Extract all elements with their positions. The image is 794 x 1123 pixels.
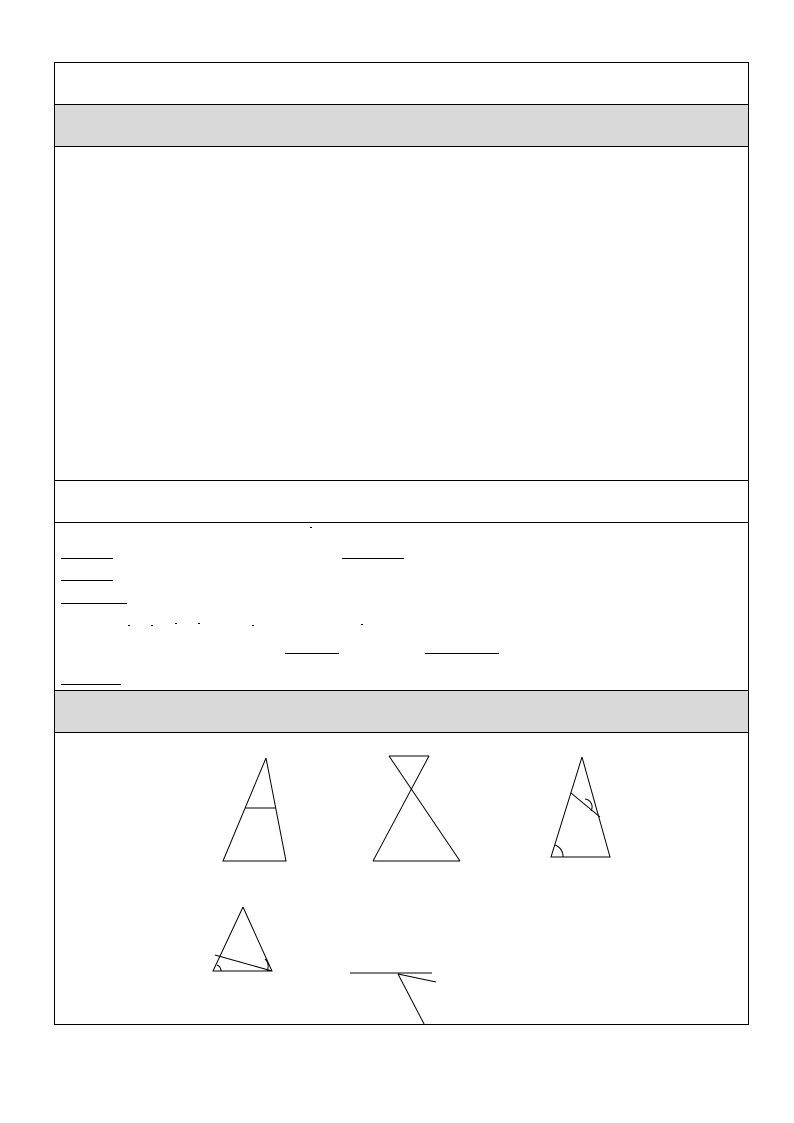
- answer-blank: [61, 591, 127, 604]
- figure-5-final: [347, 974, 399, 1024]
- question-4-answer-2: [425, 641, 499, 658]
- lesson-table: [54, 62, 749, 1025]
- fraction-numerator: [252, 625, 254, 626]
- fraction-numerator: [175, 623, 177, 624]
- answer-blank: [61, 546, 113, 559]
- figure-5: [350, 973, 435, 1024]
- fraction-c-over-d: [151, 625, 153, 626]
- answer-blank: [61, 568, 113, 581]
- section-heading-errors: [55, 481, 748, 523]
- answer-blank: [285, 641, 339, 654]
- fraction-numerator: [128, 625, 130, 626]
- question-3: [61, 591, 127, 608]
- figure-5-real-final: [351, 974, 435, 1024]
- figure-5-top: [398, 974, 436, 1024]
- figure-2: [373, 756, 460, 861]
- review-content: [55, 147, 748, 481]
- figure-5-visible: [347, 974, 398, 1024]
- question-1: [61, 546, 113, 563]
- figure-5-triangles-real: [347, 974, 397, 1024]
- page-title: [55, 63, 748, 105]
- fraction-a-over-b: [128, 625, 130, 626]
- fraction-numerator: [151, 625, 153, 626]
- section-heading-review: [55, 105, 748, 147]
- fraction-a-plus-c-over-b-plus-d: [252, 625, 254, 626]
- question-4-answer-1: [285, 641, 339, 658]
- section-heading-knowledge: [55, 691, 748, 733]
- question-5: [61, 672, 121, 689]
- figure-5-geometry: [347, 973, 431, 1024]
- figure-5-triangles-drawn: [347, 974, 398, 1024]
- question-2: [61, 568, 113, 585]
- figure-4: [213, 907, 272, 971]
- question-1-answer: [342, 546, 404, 563]
- fraction-complex: [361, 624, 363, 625]
- fraction-e-over-f: [175, 623, 177, 624]
- answer-blank: [61, 672, 121, 685]
- figure-3: [551, 757, 610, 857]
- errors-content: [55, 523, 748, 691]
- fraction-numerator: [361, 624, 363, 625]
- fraction-3-over-5: [198, 623, 200, 624]
- fraction-y-plus-x-over-x: [310, 527, 312, 528]
- fraction-numerator: [310, 527, 312, 528]
- figure-1: [223, 758, 286, 861]
- similar-triangle-figures: [55, 733, 748, 1024]
- knowledge-content: [55, 733, 748, 1024]
- fraction-numerator: [198, 623, 200, 624]
- answer-blank: [342, 546, 404, 559]
- answer-blank: [425, 641, 499, 654]
- figure-5-fig: [352, 973, 436, 1024]
- figure-5-cross: [351, 982, 436, 1024]
